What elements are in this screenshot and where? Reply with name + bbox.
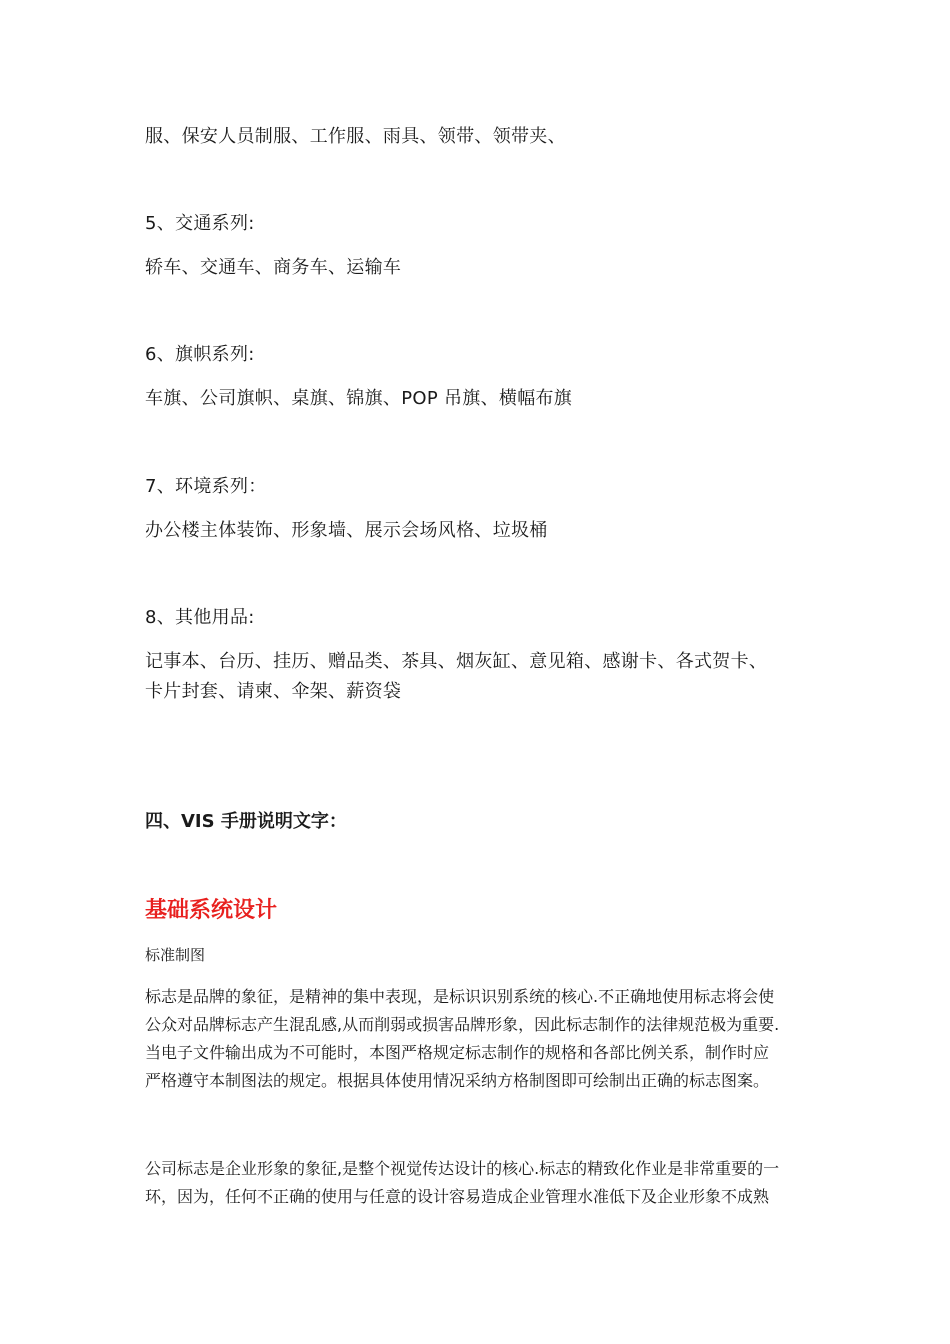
environment-series-title: 7、环境系列： (145, 476, 267, 497)
uniform-items-line: 服、保安人员制服、工作服、雨具、领带、领带夹、 (145, 126, 566, 147)
paragraph-line: 当电子文件输出成为不可能时，本图严格规定标志制作的规格和各部比例关系，制作时应 (145, 1043, 770, 1062)
paragraph-line: 标志是品牌的象征，是精神的集中表现，是标识识别系统的核心.不正确地使用标志将会使 (145, 987, 775, 1006)
paragraph-company-logo (145, 1155, 810, 1211)
paragraph-logo-standard (145, 983, 810, 1095)
basic-design-heading: 基础系统设计 (145, 898, 278, 923)
traffic-series-title: 5、交通系列: (145, 213, 255, 234)
paragraph-line: 公众对品牌标志产生混乱感,从而削弱或损害品牌形象，因此标志制作的法律规范极为重要. (145, 1015, 780, 1034)
paragraph-line: 环，因为，任何不正确的使用与任意的设计容易造成企业管理水准低下及企业形象不成熟 (145, 1187, 770, 1206)
flag-series-items: 车旗、公司旗帜、桌旗、锦旗、POP 吊旗、横幅布旗 (145, 388, 573, 409)
environment-series-items: 办公楼主体装饰、形象墙、展示会场风格、垃圾桶 (145, 520, 548, 541)
paragraph-line: 公司标志是企业形象的象征,是整个视觉传达设计的核心.标志的精致化作业是非常重要的一 (145, 1159, 780, 1178)
flag-series-title: 6、旗帜系列: (145, 344, 255, 365)
standard-drawing-label: 标准制图 (145, 946, 206, 964)
section-four-heading: 四、VIS 手册说明文字： (145, 811, 347, 832)
other-items-line-2: 卡片封套、请柬、伞架、薪资袋 (145, 681, 402, 702)
other-items-title: 8、其他用品: (145, 607, 255, 628)
paragraph-line: 严格遵守本制图法的规定。根据具体使用情况采纳方格制图即可绘制出正确的标志图案。 (145, 1071, 770, 1090)
traffic-series-items: 轿车、交通车、商务车、运输车 (145, 257, 402, 278)
other-items-line-1: 记事本、台历、挂历、赠品类、茶具、烟灰缸、意见箱、感谢卡、各式贺卡、 (145, 651, 768, 672)
